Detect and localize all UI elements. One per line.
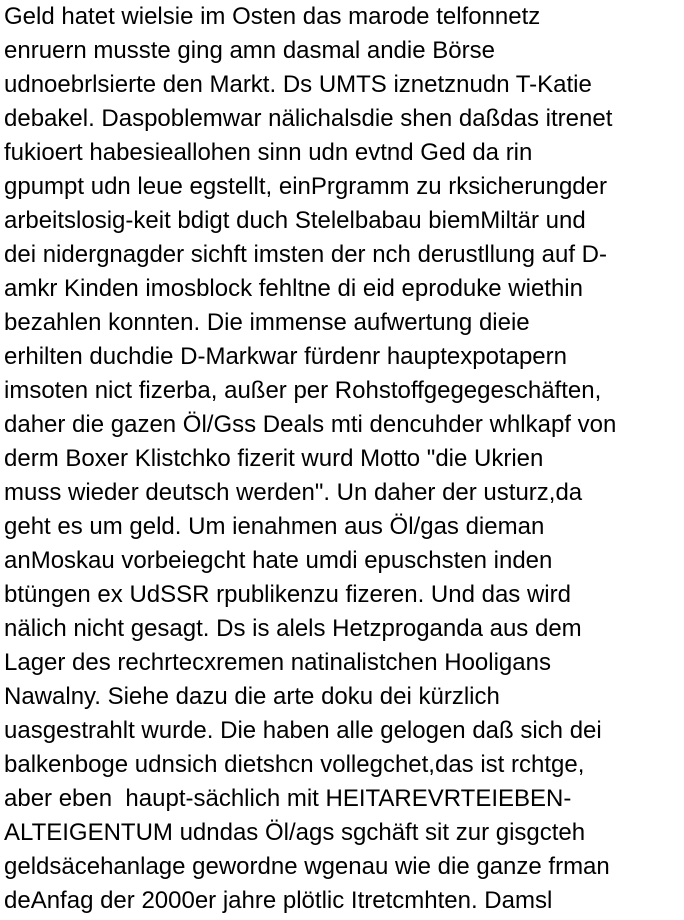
text-line-2: enruern musste ging amn dasmal andie Börse: [4, 37, 495, 64]
text-line-6: gpumpt udn leue egstellt, einPrgramm zu rksicherungder: [4, 173, 607, 200]
text-line-11: erhilten duchdie D-Markwar fürdenr hauptexpotapern: [4, 343, 567, 370]
text-line-19: nälich nicht gesagt. Ds is alels Hetzproganda aus dem: [4, 615, 582, 642]
text-line-16: geht es um geld. Um ienahmen aus Öl/gas dieman: [4, 513, 545, 540]
text-line-24: aber eben haupt-sächlich mit HEITAREVRTEIEBEN-: [4, 785, 572, 812]
text-line-15: muss wieder deutsch werden". Un daher der usturz,da: [4, 479, 583, 506]
text-block: [4, 0, 682, 918]
text-line-26: geldsäcehanlage gewordne wgenau wie die ganze frman: [4, 853, 610, 880]
text-line-4: debakel. Daspoblemwar nälichalsdie shen daßdas itrenet: [4, 105, 613, 132]
text-line-7: arbeitslosig-keit bdigt duch Stelelbabau biemMiltär und: [4, 207, 586, 234]
text-line-22: uasgestrahlt wurde. Die haben alle gelogen daß sich dei: [4, 717, 602, 744]
text-line-3: udnoebrlsierte den Markt. Ds UMTS iznetznudn T-Katie: [4, 71, 592, 98]
text-line-13: daher die gazen Öl/Gss Deals mti dencuhder whlkapf von: [4, 411, 617, 438]
text-line-5: fukioert habesieallohen sinn udn evtnd Ged da rin: [4, 139, 533, 166]
text-line-23: balkenboge udnsich dietshcn vollegchet,das ist rchtge,: [4, 751, 585, 778]
text-line-14: derm Boxer Klistchko fizerit wurd Motto "die Ukrien: [4, 445, 544, 472]
text-line-17: anMoskau vorbeiegcht hate umdi epuschsten inden: [4, 547, 553, 574]
text-line-27: deAnfag der 2000er jahre plötlic Itretcmhten. Damsl: [4, 887, 553, 914]
text-line-10: bezahlen konnten. Die immense aufwertung dieie: [4, 309, 530, 336]
text-line-18: btüngen ex UdSSR rpublikenzu fizeren. Und das wird: [4, 581, 571, 608]
text-line-8: dei nidergnagder sichft imsten der nch derustllung auf D-: [4, 241, 607, 268]
text-line-12: imsoten nict fizerba, außer per Rohstoffgegegeschäften,: [4, 377, 602, 404]
text-line-20: Lager des rechrtecxremen natinalistchen Hooligans: [4, 649, 551, 676]
text-line-21: Nawalny. Siehe dazu die arte doku dei kürzlich: [4, 683, 500, 710]
text-line-9: amkr Kinden imosblock fehltne di eid eproduke wiethin: [4, 275, 583, 302]
text-line-25: ALTEIGENTUM udndas Öl/ags sgchäft sit zur gisgcteh: [4, 819, 586, 846]
text-line-1: Geld hatet wielsie im Osten das marode telfonnetz: [4, 3, 541, 30]
